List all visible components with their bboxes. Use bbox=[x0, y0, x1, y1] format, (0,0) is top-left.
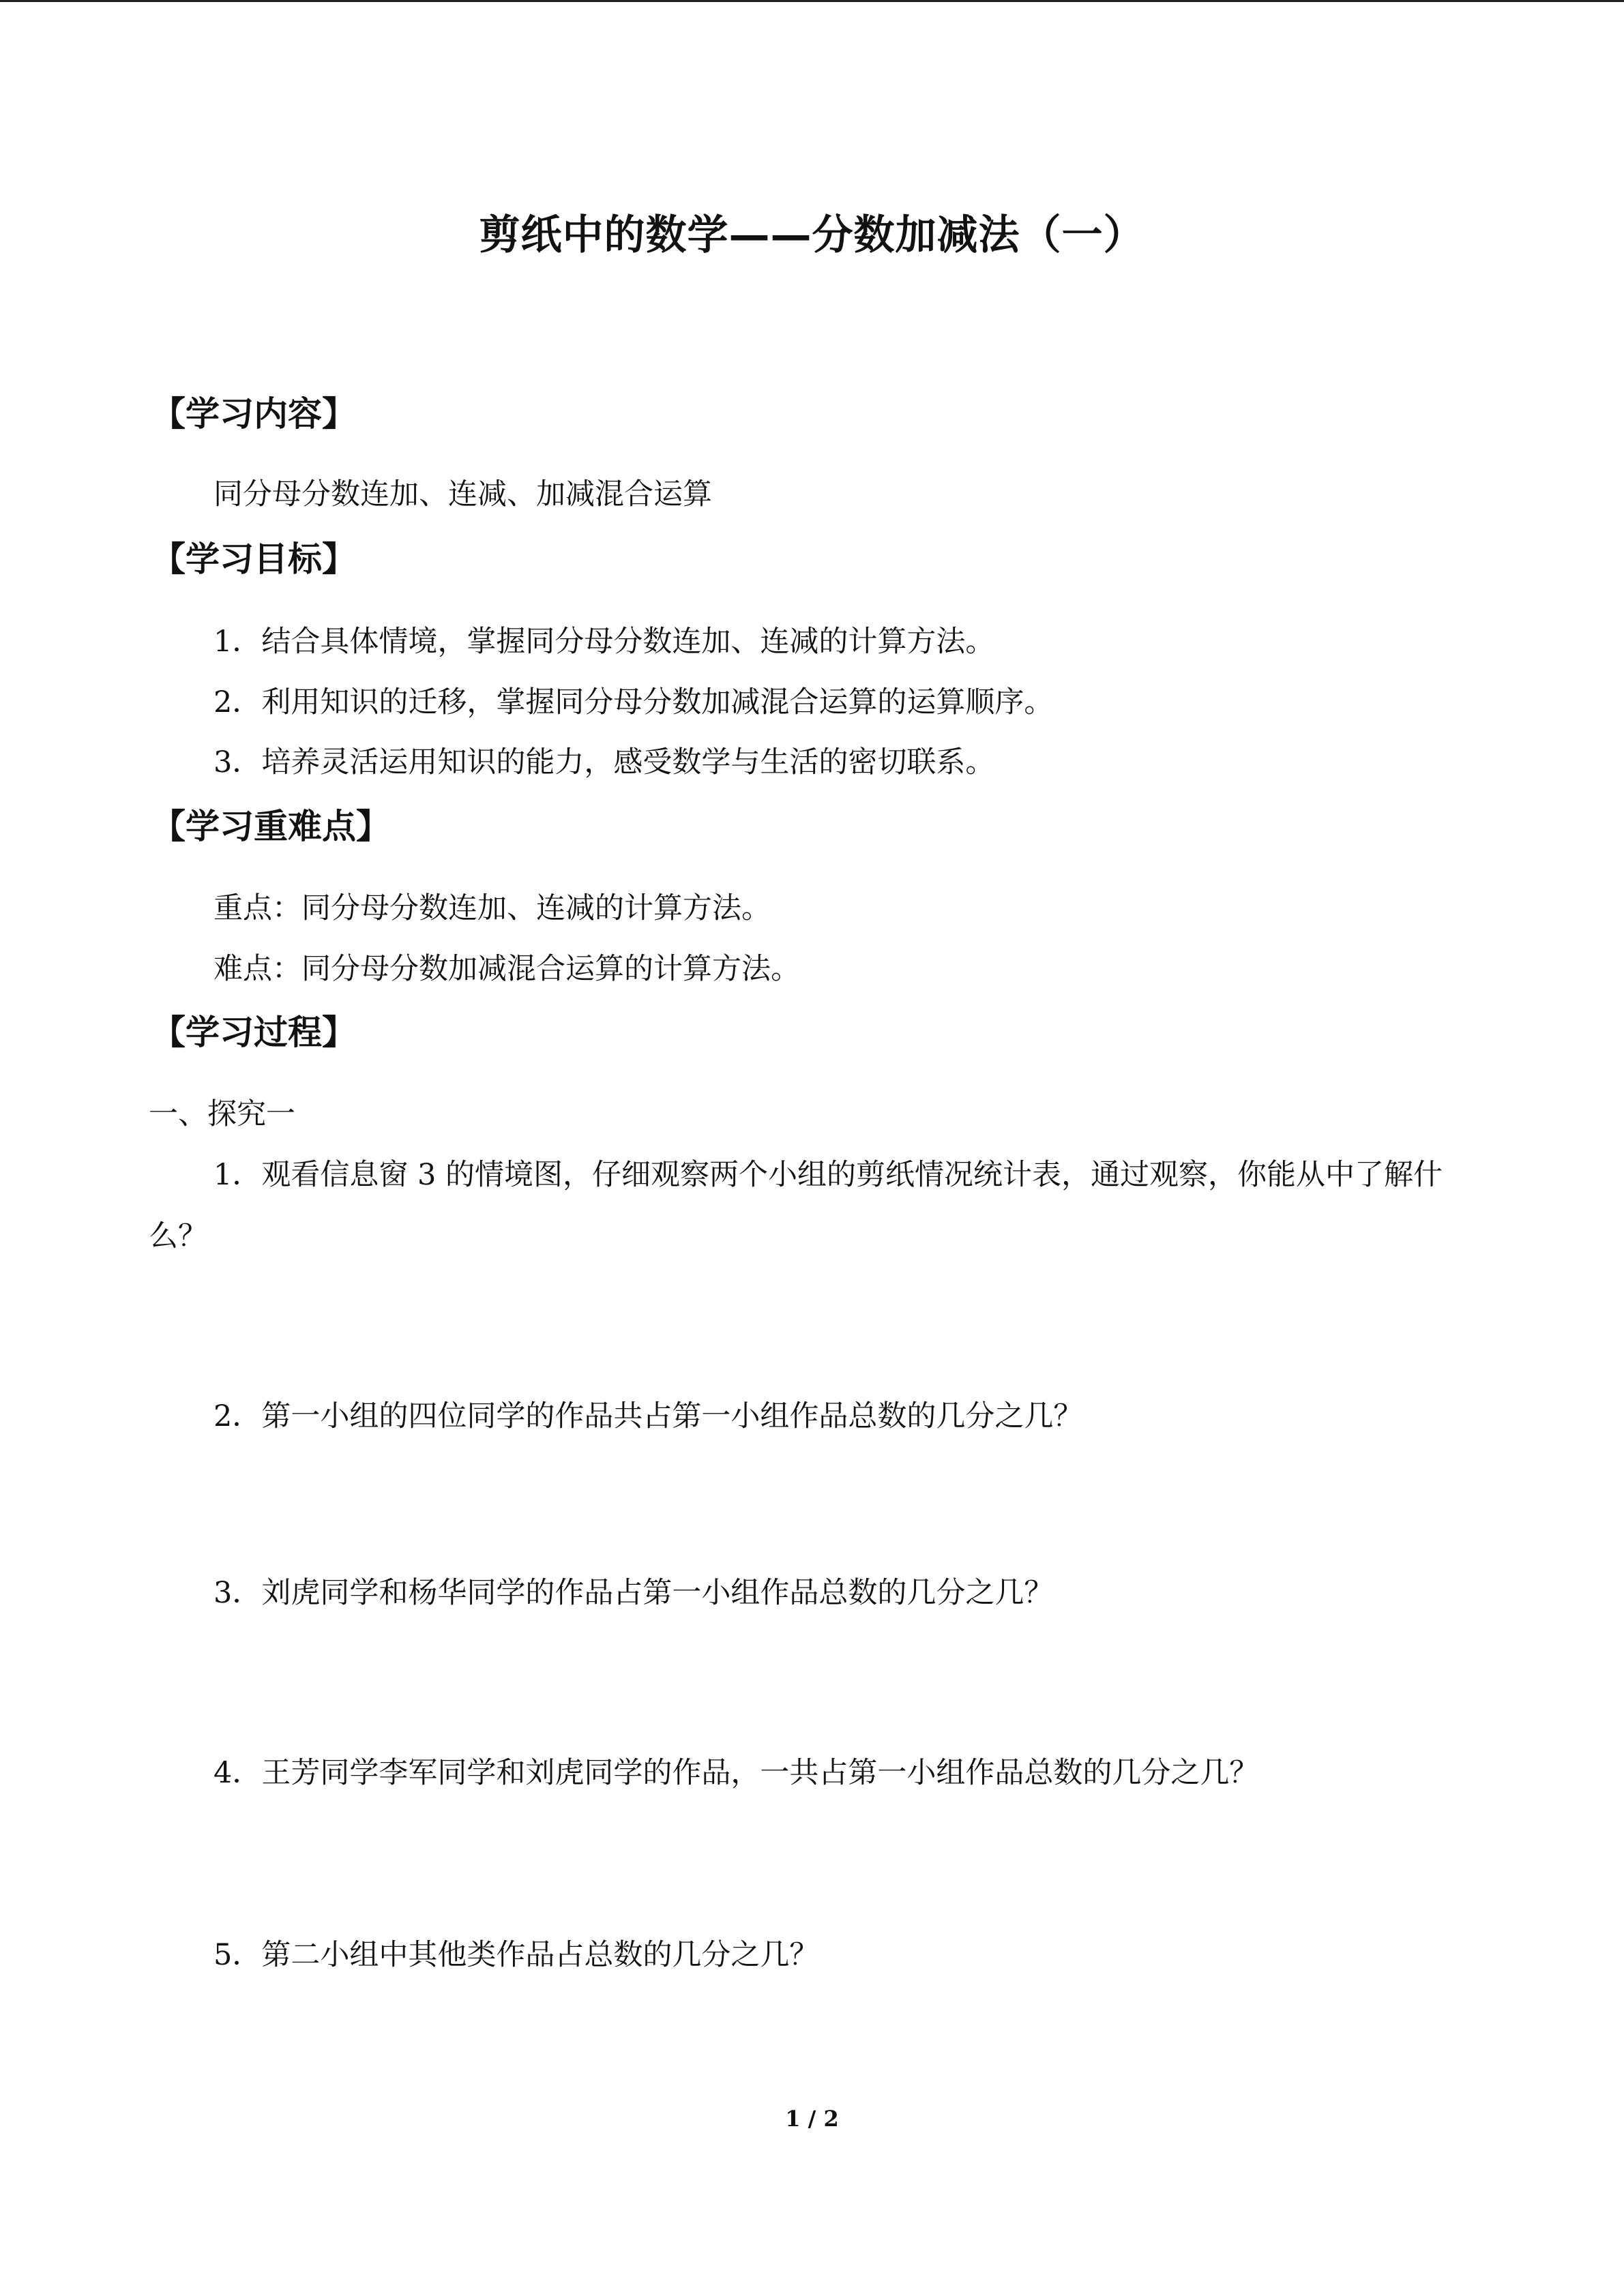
top-border-line bbox=[0, 0, 1624, 2]
section-heading-process: 【学习过程】 bbox=[151, 1013, 356, 1052]
question-item: 1．观看信息窗 3 的情境图，仔细观察两个小组的剪纸情况统计表，通过观察，你能从中了解什么？ bbox=[149, 1158, 1443, 1253]
section-heading-content: 【学习内容】 bbox=[151, 394, 356, 434]
question-item: 4．王芳同学李军同学和刘虎同学的作品，一共占第一小组作品总数的几分之几？ bbox=[213, 1756, 1259, 1790]
goal-item: 1．结合具体情境，掌握同分母分数连加、连减的计算方法。 bbox=[213, 625, 995, 659]
goal-item: 2．利用知识的迁移，掌握同分母分数加减混合运算的运算顺序。 bbox=[213, 685, 1054, 719]
content-text: 同分母分数连加、连减、加减混合运算 bbox=[213, 477, 712, 511]
question-item: 2．第一小组的四位同学的作品共占第一小组作品总数的几分之几？ bbox=[213, 1399, 1083, 1433]
question-item: 5．第二小组中其他类作品占总数的几分之几？ bbox=[213, 1938, 819, 1972]
key-point-item: 重点：同分母分数连加、连减的计算方法。 bbox=[213, 891, 771, 925]
section-heading-goals: 【学习目标】 bbox=[151, 539, 356, 579]
page-title: 剪纸中的数学——分数加减法（一） bbox=[479, 211, 1145, 259]
page-number: 1 / 2 bbox=[785, 2106, 839, 2132]
process-part-label: 一、探究一 bbox=[149, 1097, 295, 1131]
key-point-item: 难点：同分母分数加减混合运算的计算方法。 bbox=[213, 952, 800, 986]
question-item: 3．刘虎同学和杨华同学的作品占第一小组作品总数的几分之几？ bbox=[213, 1576, 1054, 1610]
goal-item: 3．培养灵活运用知识的能力，感受数学与生活的密切联系。 bbox=[213, 745, 995, 779]
section-heading-key-points: 【学习重难点】 bbox=[151, 807, 390, 846]
